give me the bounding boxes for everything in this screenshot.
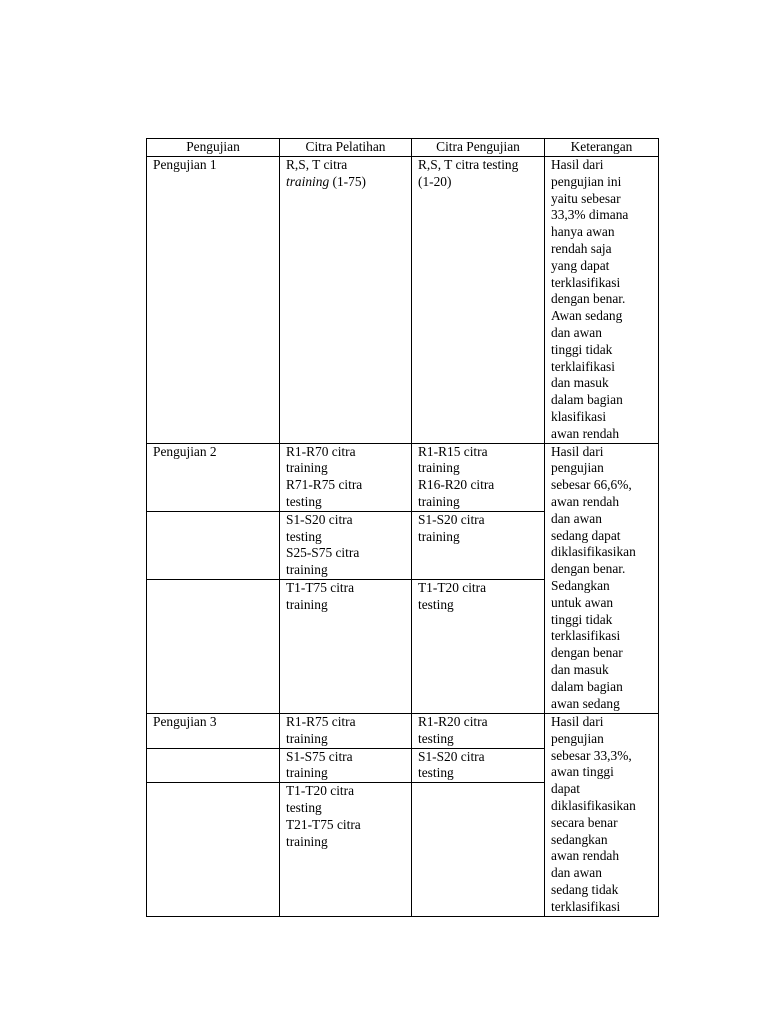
cell-text-line: sedangkan xyxy=(551,831,608,847)
cell-text-line: awan rendah xyxy=(551,848,620,864)
cell-text-line: dengan benar. xyxy=(551,561,626,577)
pengujian-name: Pengujian 1 xyxy=(147,157,280,444)
table-row xyxy=(147,443,659,511)
cell-text-line: Awan sedang xyxy=(551,308,623,324)
cell-text-line: terklaifikasi xyxy=(551,358,615,374)
cell-text-line: sebesar 66,6%, xyxy=(551,477,632,493)
cell-text-line: T21-T75 citra xyxy=(286,816,361,832)
cell-text-line: pengujian xyxy=(551,730,604,746)
cell-text-line: training xyxy=(418,528,460,544)
cell-text-line: awan rendah xyxy=(551,493,620,509)
cell-text-line: R1-R20 citra xyxy=(418,713,488,729)
keterangan-cell xyxy=(545,157,659,444)
cell-text-line: Hasil dari xyxy=(551,443,604,459)
cell-text-line: R16-R20 citra xyxy=(418,477,495,493)
cell-text-line: testing xyxy=(286,493,322,509)
citra-pelatihan-cell xyxy=(280,157,412,444)
table-row xyxy=(147,157,659,444)
pelatihan-line: R,S, T citra xyxy=(286,157,348,172)
cell-text-line: dan awan xyxy=(551,865,602,881)
cell-text-line: hanya awan xyxy=(551,224,615,240)
cell-text-line: S1-S20 citra xyxy=(286,511,353,527)
citra-pengujian-cell xyxy=(412,713,545,748)
keterangan-cell xyxy=(545,713,659,916)
cell-text-line: dengan benar. xyxy=(551,291,626,307)
pengujian-name: Pengujian 3 xyxy=(147,713,280,748)
cell-text-line: tinggi tidak xyxy=(551,611,613,627)
cell-text-line: dan awan xyxy=(551,510,602,526)
cell-text-line: training xyxy=(418,460,460,476)
cell-text-line: dalam bagian xyxy=(551,392,623,408)
cell-text-line: terklasifikasi xyxy=(551,628,621,644)
results-table xyxy=(146,138,659,917)
citra-pelatihan-cell xyxy=(280,713,412,748)
pengujian-name-empty xyxy=(147,579,280,713)
cell-text-line: training xyxy=(286,765,328,781)
citra-pelatihan-cell xyxy=(280,783,412,917)
cell-text-line: dapat xyxy=(551,781,580,797)
header-keterangan: Keterangan xyxy=(545,139,659,157)
cell-text-line: testing xyxy=(418,765,454,781)
cell-text-line: untuk awan xyxy=(551,594,614,610)
citra-pengujian-cell xyxy=(412,511,545,579)
cell-text-line: klasifikasi xyxy=(551,408,607,424)
pengujian-name-empty xyxy=(147,783,280,917)
citra-pengujian-cell xyxy=(412,748,545,783)
header-citra-pelatihan: Citra Pelatihan xyxy=(280,139,412,157)
cell-text-line: testing xyxy=(418,596,454,612)
cell-text-line: terklasifikasi xyxy=(551,898,621,914)
cell-text-line: training xyxy=(286,833,328,849)
cell-text-line: sedang dapat xyxy=(551,527,621,543)
pengujian-name: Pengujian 2 xyxy=(147,443,280,511)
cell-text-line: diklasifikasikan xyxy=(551,544,636,560)
pengujian-name-empty xyxy=(147,511,280,579)
cell-text-line: training xyxy=(286,596,328,612)
cell-text-line: training xyxy=(286,730,328,746)
header-row xyxy=(147,139,659,157)
cell-text-line: awan sedang xyxy=(551,695,620,711)
cell-text-line: awan tinggi xyxy=(551,764,614,780)
cell-text-line: testing xyxy=(286,799,322,815)
cell-text-line: training xyxy=(418,493,460,509)
citra-pengujian-cell xyxy=(412,157,545,444)
citra-pelatihan-cell xyxy=(280,748,412,783)
table-row xyxy=(147,713,659,748)
cell-text-line: dan awan xyxy=(551,324,602,340)
cell-text-line: yaitu sebesar xyxy=(551,190,621,206)
header-citra-pengujian: Citra Pengujian xyxy=(412,139,545,157)
cell-text-line: S1-S20 citra xyxy=(418,511,485,527)
cell-text-line: dan masuk xyxy=(551,375,609,391)
cell-text-line: awan rendah xyxy=(551,425,620,441)
cell-text-line: testing xyxy=(418,730,454,746)
cell-text-line: diklasifikasikan xyxy=(551,797,636,813)
cell-text-line: rendah saja xyxy=(551,240,612,256)
cell-text-line: R71-R75 citra xyxy=(286,477,363,493)
cell-text-line: R1-R70 citra xyxy=(286,443,356,459)
header-pengujian: Pengujian xyxy=(147,139,280,157)
pengujian-name-empty xyxy=(147,748,280,783)
cell-text-line: training xyxy=(286,460,328,476)
cell-text-line: S1-S20 citra xyxy=(418,748,485,764)
citra-pelatihan-cell xyxy=(280,579,412,713)
cell-text-line: dan masuk xyxy=(551,661,609,677)
cell-text-line: R1-R75 citra xyxy=(286,713,356,729)
cell-text-line: dalam bagian xyxy=(551,678,623,694)
cell-text-line: pengujian ini xyxy=(551,173,622,189)
citra-pengujian-cell xyxy=(412,443,545,511)
citra-pengujian-cell xyxy=(412,579,545,713)
cell-text-line: Hasil dari xyxy=(551,713,604,729)
pelatihan-italic-word: training xyxy=(286,173,330,189)
cell-text-line: tinggi tidak xyxy=(551,341,613,357)
cell-text-line: testing xyxy=(286,528,322,544)
pengujian-line: (1-20) xyxy=(418,173,452,189)
cell-text-line: sedang tidak xyxy=(551,881,619,897)
cell-text-line: pengujian xyxy=(551,460,604,476)
pelatihan-suffix: (1-75) xyxy=(329,173,366,189)
cell-text-line: secara benar xyxy=(551,814,618,830)
cell-text-line: S1-S75 citra xyxy=(286,748,353,764)
cell-text-line: sebesar 33,3%, xyxy=(551,747,632,763)
cell-text-line: Sedangkan xyxy=(551,577,610,593)
citra-pengujian-cell xyxy=(412,783,545,917)
cell-text-line: T1-T20 citra xyxy=(418,579,487,595)
cell-text-line: S25-S75 citra xyxy=(286,545,360,561)
cell-text-line: training xyxy=(286,562,328,578)
cell-text-line: T1-T75 citra xyxy=(286,579,355,595)
citra-pelatihan-cell xyxy=(280,443,412,511)
cell-text-line: terklasifikasi xyxy=(551,274,621,290)
cell-text-line: dengan benar xyxy=(551,645,623,661)
cell-text-line: 33,3% dimana xyxy=(551,207,629,223)
cell-text-line: T1-T20 citra xyxy=(286,783,355,799)
keterangan-cell xyxy=(545,443,659,713)
cell-text-line: yang dapat xyxy=(551,257,610,273)
citra-pelatihan-cell xyxy=(280,511,412,579)
pengujian-line: R,S, T citra testing xyxy=(418,157,519,172)
cell-text-line: R1-R15 citra xyxy=(418,443,488,459)
pelatihan-line xyxy=(286,174,409,191)
cell-text-line: Hasil dari xyxy=(551,157,604,172)
